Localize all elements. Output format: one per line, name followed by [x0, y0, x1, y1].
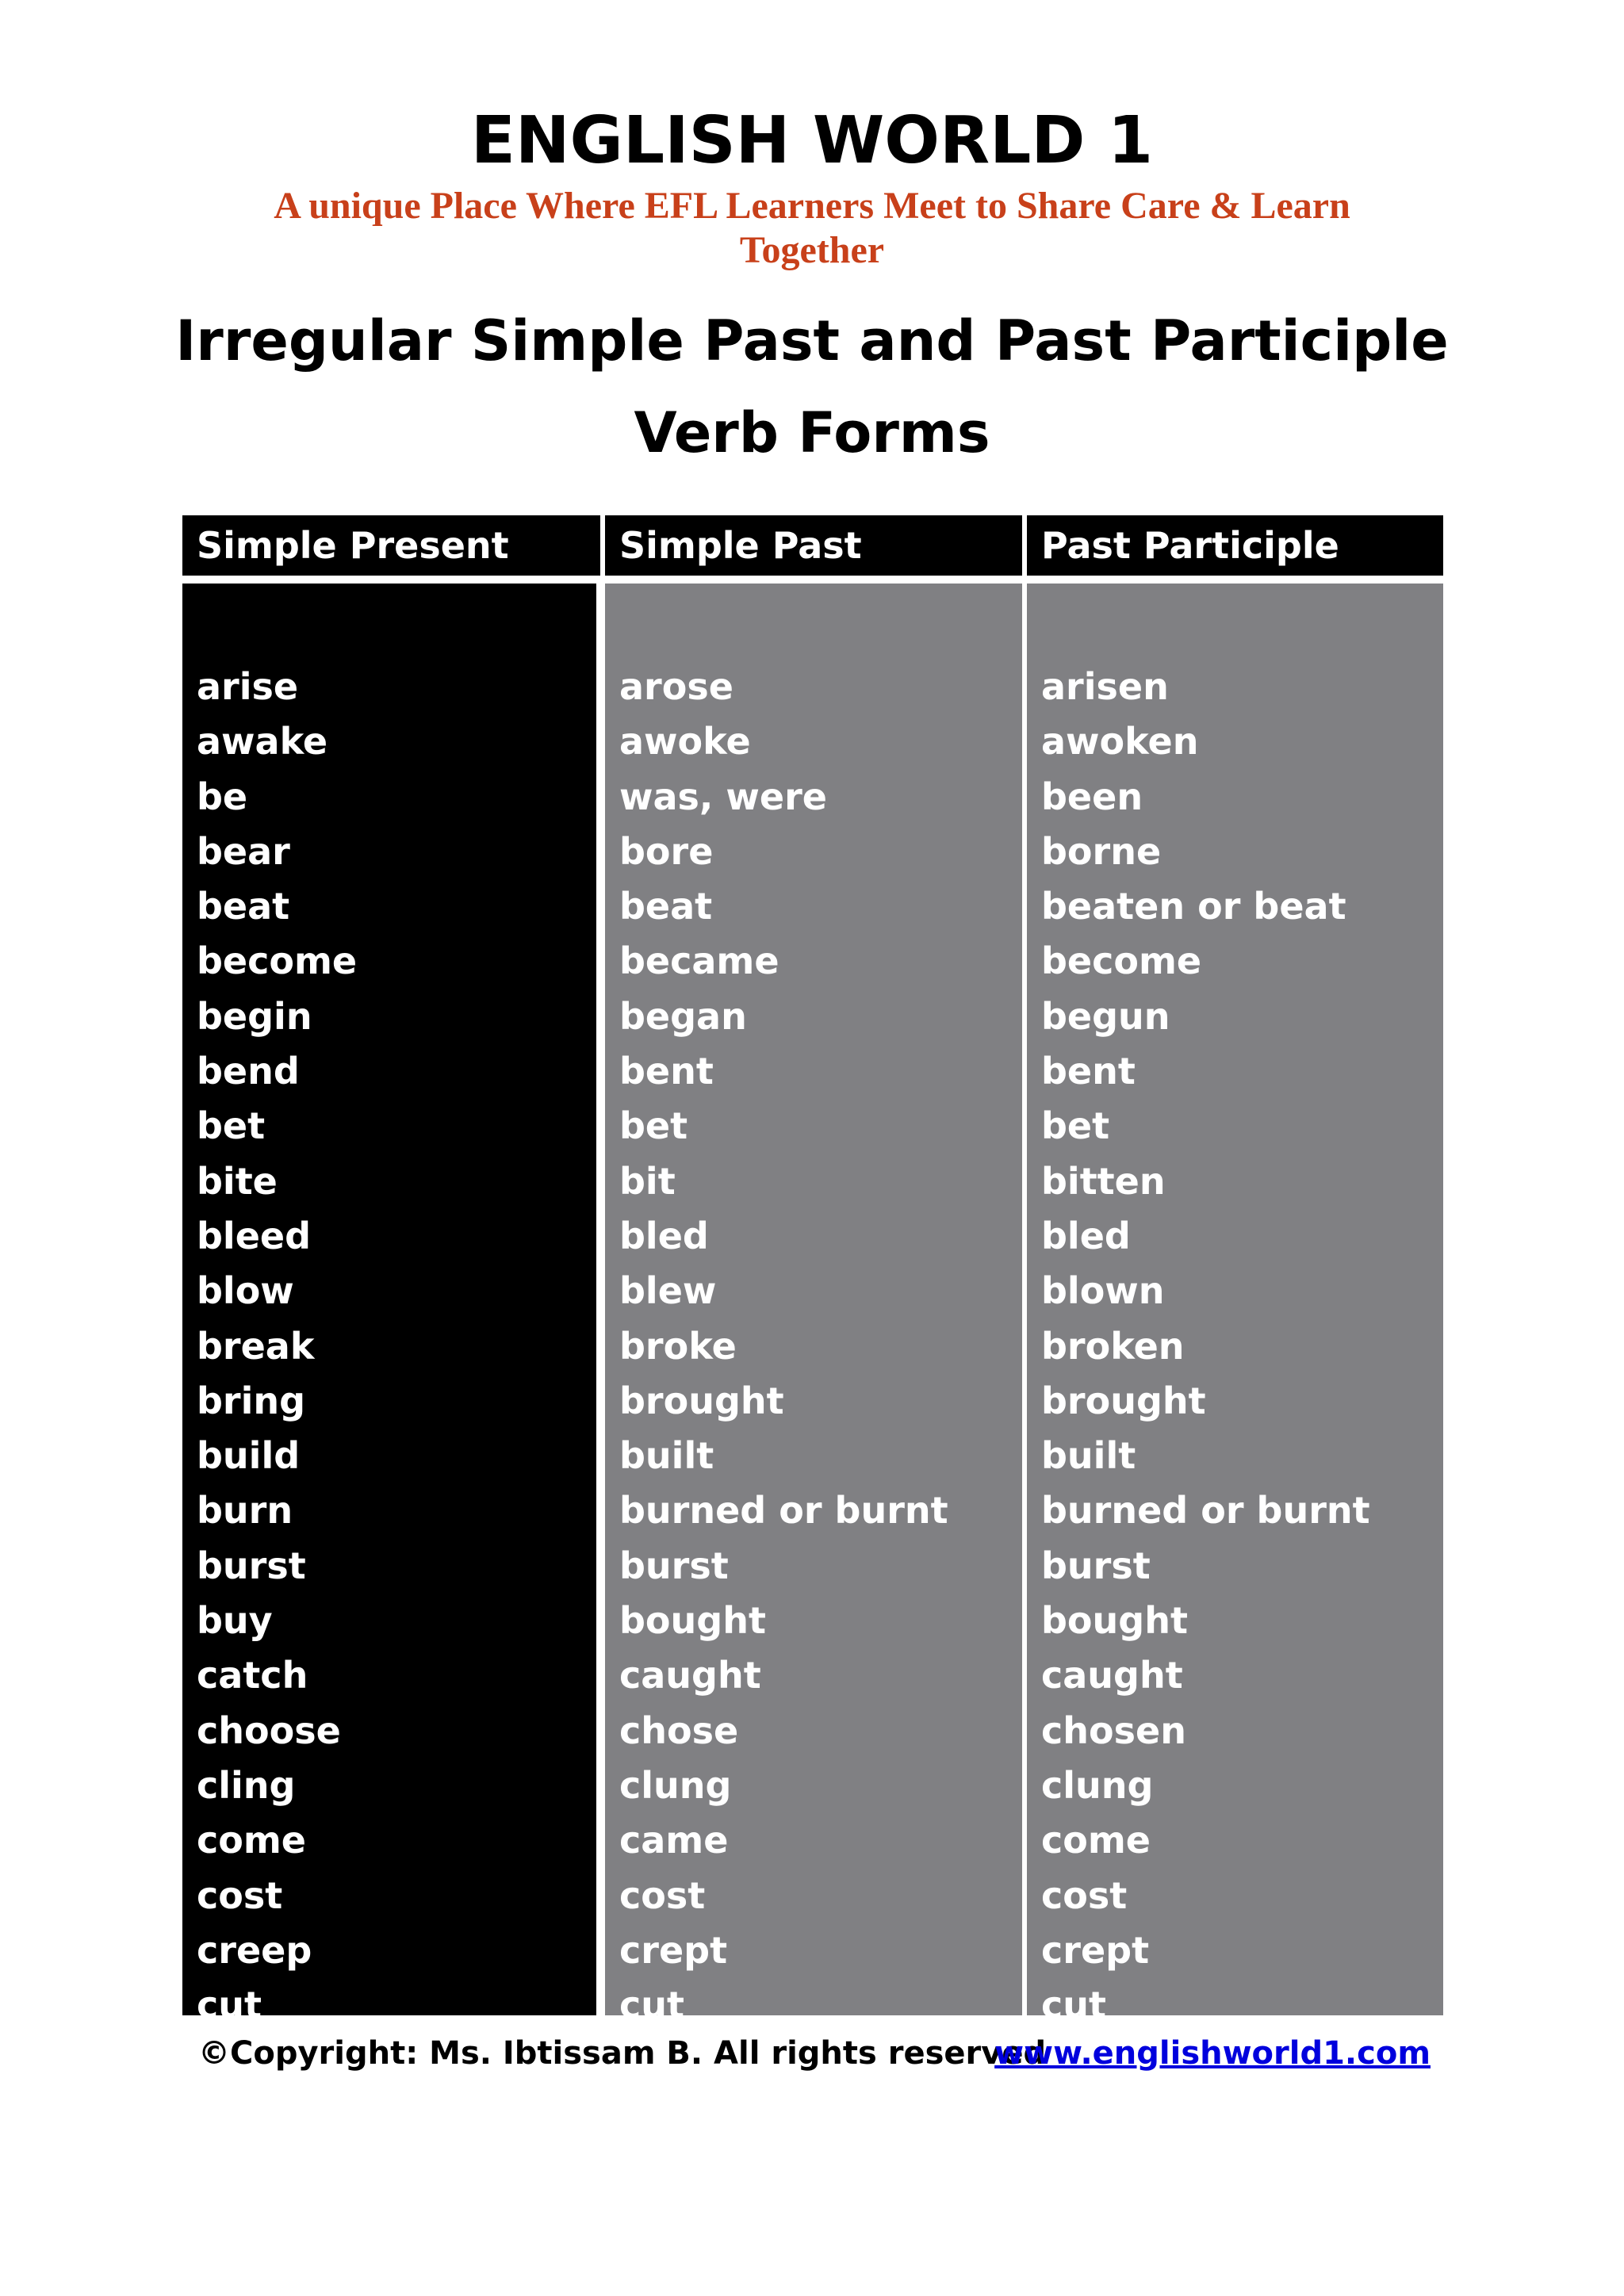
table-cell-past-participle: blown: [1041, 1269, 1165, 1313]
table-cell-simple-present: blow: [197, 1269, 294, 1313]
table-cell-past-participle: bent: [1041, 1050, 1136, 1093]
table-cell-simple-past: bit: [619, 1159, 676, 1203]
column-simple-present: [182, 584, 596, 2027]
table-cell-simple-present: be: [197, 775, 248, 818]
table-cell-past-participle: arisen: [1041, 665, 1169, 708]
table-cell-past-participle: built: [1041, 1434, 1136, 1478]
verb-table: [182, 515, 1443, 2027]
table-cell-simple-past: clung: [619, 1763, 732, 1807]
table-cell-past-participle: beaten or beat: [1041, 885, 1346, 928]
table-cell-simple-present: cost: [197, 1873, 283, 1917]
table-cell-simple-past: broke: [619, 1324, 737, 1368]
table-cell-simple-past: burned or burnt: [619, 1489, 948, 1533]
table-cell-simple-past: bled: [619, 1214, 709, 1257]
table-cell-past-participle: cost: [1041, 1873, 1128, 1917]
table-cell-past-participle: brought: [1041, 1379, 1206, 1422]
table-cell-simple-past: brought: [619, 1379, 784, 1422]
table-cell-simple-past: blew: [619, 1269, 717, 1313]
table-cell-simple-present: arise: [197, 665, 299, 708]
table-cell-past-participle: borne: [1041, 829, 1162, 873]
table-cell-simple-present: build: [197, 1434, 301, 1478]
table-cell-simple-present: bend: [197, 1050, 300, 1093]
column-simple-past: [605, 584, 1022, 2027]
table-cell-simple-past: bent: [619, 1050, 714, 1093]
table-cell-simple-present: creep: [197, 1928, 312, 1972]
table-cell-past-participle: come: [1041, 1819, 1151, 1862]
table-cell-past-participle: clung: [1041, 1763, 1154, 1807]
table-cell-simple-past: bought: [619, 1599, 766, 1643]
table-cell-simple-present: buy: [197, 1599, 273, 1643]
table-cell-simple-present: awake: [197, 720, 328, 763]
table-cell-simple-present: bear: [197, 829, 290, 873]
table-cell-simple-present: catch: [197, 1654, 308, 1697]
table-cell-simple-past: awoke: [619, 720, 751, 763]
table-header-row: [182, 515, 1443, 576]
table-cell-simple-present: bleed: [197, 1214, 312, 1257]
column-header-simple-present: Simple Present: [182, 515, 600, 576]
table-cell-simple-present: choose: [197, 1709, 341, 1752]
table-cell-simple-present: beat: [197, 885, 290, 928]
table-cell-past-participle: bet: [1041, 1104, 1110, 1148]
column-past-participle: [1027, 584, 1443, 2027]
table-cell-simple-present: burst: [197, 1544, 306, 1587]
table-cell-simple-present: cut: [197, 1984, 262, 2027]
table-cell-simple-present: come: [197, 1819, 306, 1862]
table-cell-simple-past: caught: [619, 1654, 761, 1697]
table-cell-simple-past: built: [619, 1434, 714, 1478]
table-cell-simple-past: bore: [619, 829, 714, 873]
table-cell-simple-past: crept: [619, 1928, 728, 1972]
table-body: [182, 584, 1443, 2027]
table-cell-simple-present: bring: [197, 1379, 306, 1422]
copyright-text: ©Copyright: Ms. Ibtissam B. All rights reserved: [198, 2035, 1047, 2072]
table-cell-past-participle: awoken: [1041, 720, 1199, 763]
website-link[interactable]: www.englishworld1.com: [994, 2035, 1431, 2072]
table-cell-past-participle: burned or burnt: [1041, 1489, 1370, 1533]
table-cell-past-participle: bitten: [1041, 1159, 1166, 1203]
table-cell-past-participle: caught: [1041, 1654, 1183, 1697]
table-cell-simple-past: cut: [619, 1984, 685, 2027]
table-cell-past-participle: been: [1041, 775, 1143, 818]
table-cell-simple-present: bite: [197, 1159, 278, 1203]
site-title: ENGLISH WORLD 1: [470, 103, 1154, 178]
table-cell-simple-present: bet: [197, 1104, 266, 1148]
table-cell-simple-past: cost: [619, 1873, 706, 1917]
column-header-past-participle: Past Participle: [1027, 515, 1443, 576]
table-cell-past-participle: broken: [1041, 1324, 1185, 1368]
table-cell-past-participle: become: [1041, 939, 1202, 983]
table-cell-simple-past: arose: [619, 665, 733, 708]
tagline: A unique Place Where EFL Learners Meet to Share Care & Learn Together: [274, 185, 1350, 271]
table-cell-simple-past: began: [619, 994, 747, 1038]
table-cell-simple-past: came: [619, 1819, 729, 1862]
table-cell-simple-present: become: [197, 939, 358, 983]
table-cell-simple-past: burst: [619, 1544, 729, 1587]
table-cell-simple-present: begin: [197, 994, 312, 1038]
page-title: Irregular Simple Past and Past Participle Verb Forms: [175, 308, 1449, 465]
table-cell-past-participle: bought: [1041, 1599, 1188, 1643]
table-cell-past-participle: begun: [1041, 994, 1170, 1038]
table-cell-simple-past: bet: [619, 1104, 688, 1148]
table-cell-past-participle: bled: [1041, 1214, 1131, 1257]
column-header-simple-past: Simple Past: [605, 515, 1022, 576]
table-cell-past-participle: burst: [1041, 1544, 1151, 1587]
table-cell-simple-present: break: [197, 1324, 315, 1368]
table-cell-past-participle: cut: [1041, 1984, 1107, 2027]
table-cell-simple-past: became: [619, 939, 779, 983]
table-cell-simple-past: chose: [619, 1709, 739, 1752]
table-cell-simple-present: burn: [197, 1489, 293, 1533]
table-cell-simple-present: cling: [197, 1763, 296, 1807]
table-cell-past-participle: crept: [1041, 1928, 1150, 1972]
table-cell-simple-past: beat: [619, 885, 713, 928]
table-cell-simple-past: was, were: [619, 775, 827, 818]
table-cell-past-participle: chosen: [1041, 1709, 1186, 1752]
